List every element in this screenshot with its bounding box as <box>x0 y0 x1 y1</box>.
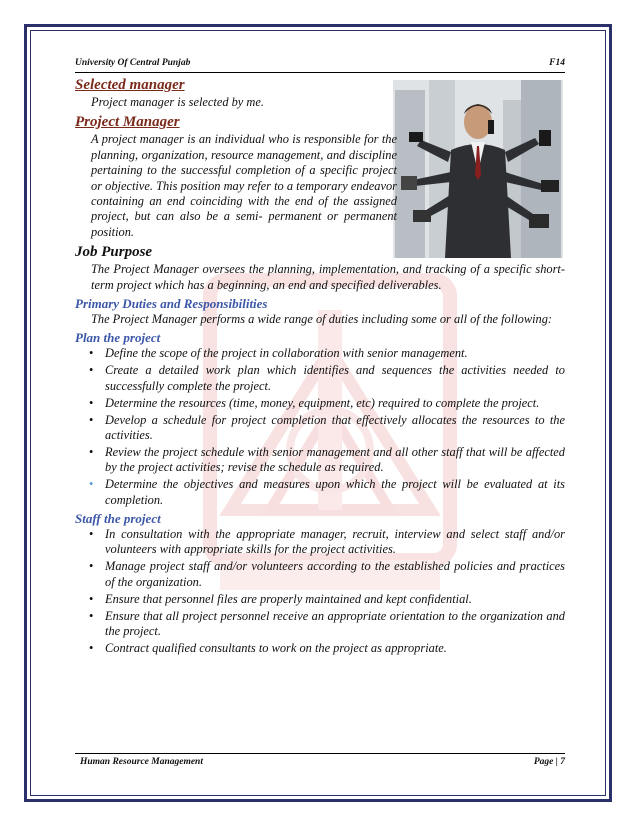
header-term: F14 <box>549 58 565 68</box>
header-rule <box>75 72 565 73</box>
list-item: • Review the project schedule with senior management and all other staff that will be affected by the project activities; revise the schedule as required. <box>105 445 565 476</box>
list-item: • Create a detailed work plan which identifies and sequences the activities needed to successfully complete the project. <box>105 363 565 394</box>
page-header <box>75 58 565 72</box>
list-item: • Determine the resources (time, money, equipment, etc) required to complete the project. <box>105 396 565 411</box>
page-footer <box>80 757 565 771</box>
header-university: University Of Central Punjab <box>75 58 191 68</box>
list-item: • In consultation with the appropriate manager, recruit, interview and select staff and/or volunteers with appropriate skills for the project activities. <box>105 527 565 558</box>
job-purpose-heading: Job Purpose <box>75 244 153 261</box>
job-purpose-text: The Project Manager oversees the planning, implementation, and tracking of a specific short-term project which has a beginning, an end and specified deliverables. <box>91 262 565 292</box>
project-manager-text: A project manager is an individual who is responsible for the planning, organization, resource management, and discipline pertaining to the successful completion of a specific project or objective. This position may refer to a temporary endeavor containing an end coinciding with the end of the assigned project, but can also be a semi- permanent or permanent position. <box>91 132 397 239</box>
staff-heading: Staff the project <box>75 511 161 527</box>
footer-rule <box>75 753 565 754</box>
selected-manager-text: Project manager is selected by me. <box>91 95 264 109</box>
plan-list <box>75 346 565 508</box>
list-item: • Define the scope of the project in collaboration with senior management. <box>105 346 565 361</box>
list-item: • Determine the objectives and measures upon which the project will be evaluated at its completion. <box>105 477 565 508</box>
list-item: • Contract qualified consultants to work on the project as appropriate. <box>105 641 565 656</box>
list-item: • Ensure that personnel files are properly maintained and kept confidential. <box>105 592 565 607</box>
duties-text: The Project Manager performs a wide range of duties including some or all of the following: <box>91 312 553 327</box>
list-item: • Ensure that all project personnel receive an appropriate orientation to the organization and the project. <box>105 609 565 640</box>
plan-heading: Plan the project <box>75 330 161 346</box>
list-item: • Develop a schedule for project completion that effectively allocates the resources to the activities. <box>105 413 565 444</box>
duties-heading: Primary Duties and Responsibilities <box>75 296 268 312</box>
staff-list <box>75 527 565 656</box>
page-content <box>75 76 565 658</box>
selected-manager-heading: Selected manager <box>75 77 185 93</box>
project-manager-heading: Project Manager <box>75 114 180 131</box>
list-item: • Manage project staff and/or volunteers according to the established policies and practices of the organization. <box>105 559 565 590</box>
footer-course: Human Resource Management <box>80 757 203 767</box>
footer-page-number: Page | 7 <box>533 757 565 767</box>
